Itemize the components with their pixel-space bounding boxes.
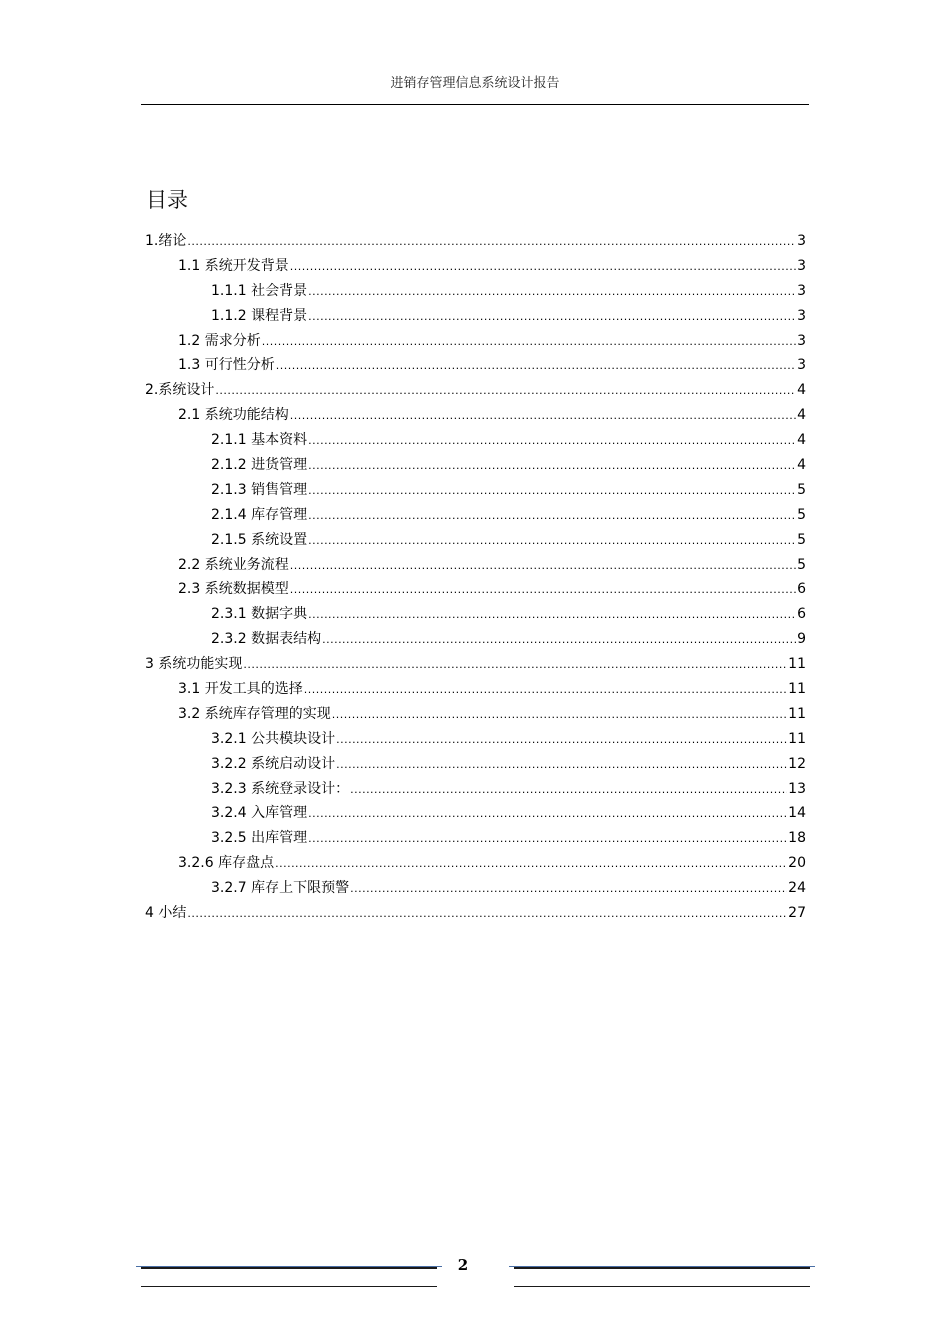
toc-entry[interactable] [145, 753, 806, 778]
toc-dot-leader [322, 633, 796, 646]
toc-entry-page: 3 [797, 332, 806, 349]
toc-entry[interactable] [145, 603, 806, 628]
toc-entry-title: 2.3.1 数据字典 [211, 606, 308, 623]
toc-entry-page: 4 [797, 457, 806, 474]
toc-dot-leader [304, 683, 787, 696]
toc-entry[interactable] [145, 504, 806, 529]
toc-entry-page: 6 [797, 606, 806, 623]
toc-entry-title: 1.1 系统开发背景 [178, 257, 289, 274]
toc-entry-page: 5 [797, 481, 806, 498]
toc-entry[interactable] [145, 703, 806, 728]
toc-entry-title: 1.1.1 社会背景 [211, 282, 308, 299]
toc-entry[interactable] [145, 230, 806, 255]
toc-entry[interactable] [145, 678, 806, 703]
table-of-contents [145, 230, 806, 927]
toc-entry-title: 2.1 系统功能结构 [178, 407, 289, 424]
toc-entry-title: 2.1.3 销售管理 [211, 481, 308, 498]
toc-entry-page: 9 [797, 631, 806, 648]
toc-entry-page: 12 [788, 755, 806, 772]
toc-entry-page: 13 [788, 780, 806, 797]
toc-entry-page: 11 [788, 656, 806, 673]
header-divider [141, 104, 809, 105]
toc-entry[interactable] [145, 877, 806, 902]
toc-dot-leader [262, 335, 796, 348]
toc-entry-page: 6 [797, 581, 806, 598]
toc-dot-leader [275, 857, 787, 870]
toc-entry-page: 11 [788, 705, 806, 722]
toc-entry-page: 4 [797, 432, 806, 449]
toc-entry-title: 2.系统设计 [145, 382, 215, 399]
toc-dot-leader [308, 310, 796, 323]
toc-entry[interactable] [145, 305, 806, 330]
toc-entry[interactable] [145, 255, 806, 280]
toc-entry-page: 20 [788, 855, 806, 872]
toc-dot-leader [215, 384, 796, 397]
toc-entry-page: 5 [797, 556, 806, 573]
header-title: 进销存管理信息系统设计报告 [390, 76, 560, 91]
toc-entry-page: 24 [788, 880, 806, 897]
toc-entry[interactable] [145, 429, 806, 454]
toc-entry-title: 1.3 可行性分析 [178, 357, 275, 374]
toc-dot-leader [308, 534, 796, 547]
toc-entry[interactable] [145, 379, 806, 404]
toc-entry-page: 11 [788, 730, 806, 747]
toc-dot-leader [308, 807, 787, 820]
page-number: 2 [457, 1256, 469, 1274]
toc-dot-leader [336, 733, 787, 746]
toc-dot-leader [276, 359, 796, 372]
toc-entry-title: 1.1.2 课程背景 [211, 307, 308, 324]
toc-entry[interactable] [145, 529, 806, 554]
toc-entry-page: 18 [788, 830, 806, 847]
toc-dot-leader [308, 484, 796, 497]
toc-entry-title: 3.2.3 系统登录设计： [211, 780, 350, 797]
toc-entry-title: 3.2 系统库存管理的实现 [178, 705, 331, 722]
footer-line-left-bottom [141, 1286, 437, 1287]
toc-entry-page: 3 [797, 282, 806, 299]
toc-dot-leader [308, 285, 796, 298]
footer-line-right-bottom [514, 1286, 810, 1287]
toc-entry[interactable] [145, 653, 806, 678]
toc-entry-title: 2.1.4 库存管理 [211, 506, 308, 523]
toc-dot-leader [308, 608, 796, 621]
toc-entry[interactable] [145, 330, 806, 355]
toc-dot-leader [290, 409, 796, 422]
toc-entry-page: 5 [797, 531, 806, 548]
toc-entry-title: 3.2.7 库存上下限预警 [211, 880, 350, 897]
toc-entry[interactable] [145, 354, 806, 379]
toc-dot-leader [308, 832, 787, 845]
toc-entry[interactable] [145, 578, 806, 603]
toc-dot-leader [243, 658, 787, 671]
toc-entry-title: 1.绪论 [145, 233, 187, 249]
toc-entry-title: 2.2 系统业务流程 [178, 556, 289, 573]
toc-dot-leader [290, 583, 796, 596]
toc-entry[interactable] [145, 902, 806, 927]
footer-line-right-top [514, 1267, 810, 1269]
toc-dot-leader [336, 758, 787, 771]
toc-dot-leader [187, 235, 796, 248]
toc-entry-title: 2.1.5 系统设置 [211, 531, 308, 548]
toc-entry-page: 3 [797, 233, 806, 249]
toc-entry[interactable] [145, 852, 806, 877]
toc-entry-title: 3.2.4 入库管理 [211, 805, 308, 822]
toc-entry-page: 14 [788, 805, 806, 822]
toc-entry[interactable] [145, 628, 806, 653]
toc-entry-title: 3.2.1 公共模块设计 [211, 730, 336, 747]
toc-entry-page: 3 [797, 257, 806, 274]
toc-entry-page: 4 [797, 407, 806, 424]
toc-entry-title: 3.1 开发工具的选择 [178, 681, 303, 698]
toc-entry-page: 27 [788, 905, 806, 922]
toc-entry-title: 2.1.1 基本资料 [211, 432, 308, 449]
toc-dot-leader [290, 559, 796, 572]
toc-entry-page: 3 [797, 357, 806, 374]
toc-entry[interactable] [145, 554, 806, 579]
toc-dot-leader [350, 882, 787, 895]
toc-entry-page: 4 [797, 382, 806, 399]
toc-entry[interactable] [145, 280, 806, 305]
toc-entry-title: 2.3 系统数据模型 [178, 581, 289, 598]
toc-entry-title: 3.2.2 系统启动设计 [211, 755, 336, 772]
toc-dot-leader [187, 907, 787, 920]
toc-entry[interactable] [145, 827, 806, 852]
toc-entry-page: 5 [797, 506, 806, 523]
toc-heading: 目录 [146, 188, 188, 212]
toc-entry[interactable] [145, 778, 806, 803]
toc-entry-title: 1.2 需求分析 [178, 332, 261, 349]
toc-entry-title: 3 系统功能实现 [145, 656, 243, 673]
toc-entry-page: 3 [797, 307, 806, 324]
toc-entry[interactable] [145, 802, 806, 827]
toc-entry[interactable] [145, 404, 806, 429]
toc-dot-leader [332, 708, 787, 721]
toc-dot-leader [350, 783, 787, 796]
toc-dot-leader [290, 260, 796, 273]
toc-dot-leader [308, 459, 796, 472]
toc-entry[interactable] [145, 454, 806, 479]
toc-entry-title: 2.1.2 进货管理 [211, 457, 308, 474]
toc-entry-title: 3.2.6 库存盘点 [178, 855, 275, 872]
toc-dot-leader [308, 509, 796, 522]
toc-dot-leader [308, 434, 796, 447]
toc-entry[interactable] [145, 479, 806, 504]
toc-entry[interactable] [145, 728, 806, 753]
toc-entry-title: 3.2.5 出库管理 [211, 830, 308, 847]
toc-entry-title: 4 小结 [145, 905, 187, 922]
toc-entry-title: 2.3.2 数据表结构 [211, 631, 322, 648]
toc-entry-page: 11 [788, 681, 806, 698]
